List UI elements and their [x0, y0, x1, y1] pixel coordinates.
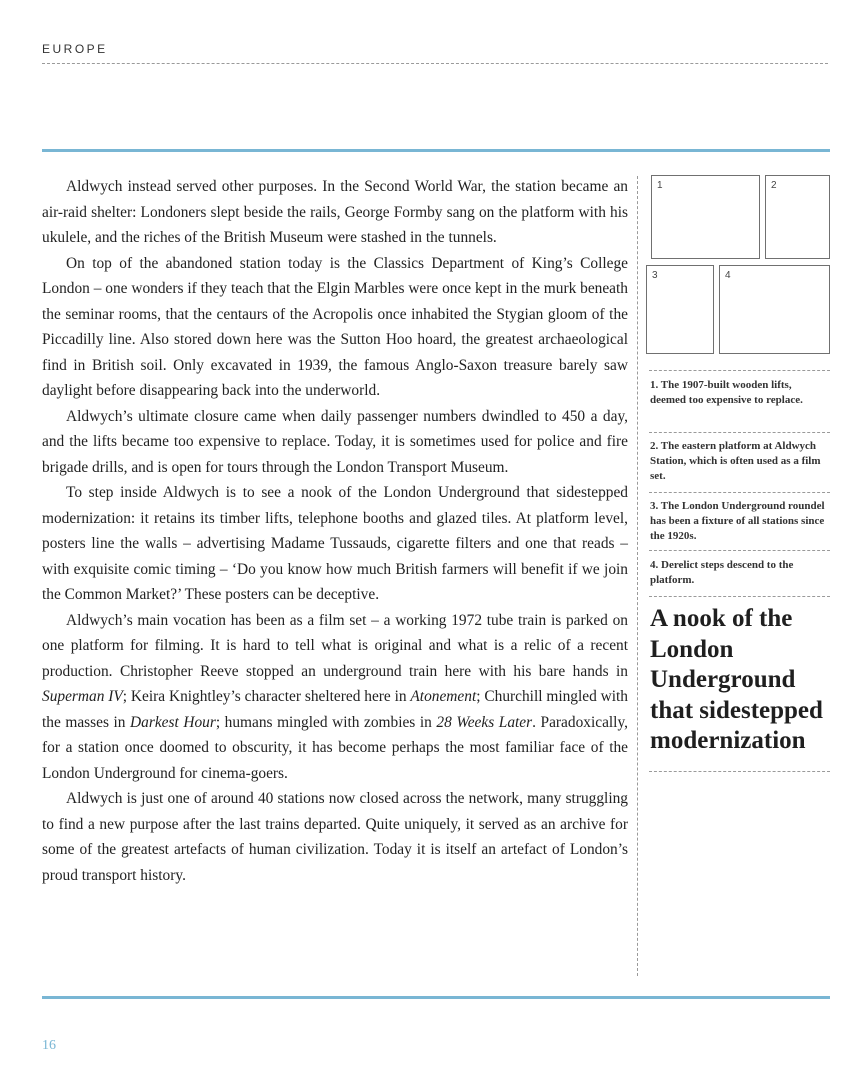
caption-2: 2. The eastern platform at Aldwych Station, which is often used as a film set. [650, 440, 821, 482]
paragraph-5-text-5: . Paradoxically, for a station once doomed to obscurity, it has become perhaps the most familiar face of the London Underground for cinema-goers. [42, 713, 628, 782]
caption-rule [649, 596, 830, 597]
photo-number: 1 [657, 180, 663, 191]
caption-1: 1. The 1907-built wooden lifts, deemed too expensive to replace. [650, 379, 803, 406]
photo-frame-3 [646, 265, 714, 354]
photo-frame-4 [719, 265, 830, 354]
film-title-superman: Superman IV [42, 688, 123, 705]
caption-4: 4. Derelict steps descend to the platform. [650, 559, 794, 586]
column-divider [637, 176, 638, 976]
paragraph-5-text-1: Aldwych’s main vocation has been as a film set – a working 1972 tube train is parked on one platform for filming. It is hard to tell what is original and what is a relic of a recent production. Christopher Reeve stopped an underground train here with his bare hands in [42, 611, 628, 680]
paragraph-5-text-3: ; Churchill mingled with the masses in [42, 688, 628, 731]
paragraph-5 [42, 608, 628, 787]
paragraph-6: Aldwych is just one of around 40 stations now closed across the network, many struggling to find a new purpose after the last trains departed. Quite uniquely, it served as an archive for some of the greatest artefacts of human civilization. Today it is itself an artefact of London’s proud transport history. [42, 790, 628, 884]
paragraph-3: Aldwych’s ultimate closure came when daily passenger numbers dwindled to 450 a day, and the lifts became too expensive to replace. Today, it is sometimes used for police and fire brigade drills, and is open for tours through the London Transport Museum. [42, 407, 628, 476]
paragraph-4: To step inside Aldwych is to see a nook of the London Underground that sidestepped modernization: it retains its timber lifts, telephone booths and glazed tiles. At platform level, posters line the walls – advertising Madame Tussauds, cigarette filters and one that reads – with exquisite comic timing – ‘Do you know how much British farmers will benefit if we join the Common Market?’ These posters can be deceptive. [42, 484, 628, 603]
paragraph-2: On top of the abandoned station today is the Classics Department of King’s College London – one wonders if they teach that the Elgin Marbles were once kept in the murk beneath the seminar rooms, that the centaurs of the Acropolis once inhabited the Stygian gloom of the Piccadilly line. Also stored down here was the Sutton Hoo hoard, the greatest archaeological find in British soil. Only excavated in 1939, the famous Anglo-Saxon treasure barely saw daylight before disappearing back into the underworld. [42, 254, 628, 399]
paragraph-1: Aldwych instead served other purposes. In the Second World War, the station became an air-raid shelter: Londoners slept beside the rails, George Formby sang on the platform with his ukulele, and the riches of the British Museum were stashed in the tunnels. [42, 178, 628, 246]
paragraph-5-text-4: ; humans mingled with zombies in [215, 713, 437, 731]
caption-rule [649, 550, 830, 551]
photo-number: 2 [771, 180, 777, 191]
page-number: 16 [42, 1038, 56, 1053]
film-title-28-weeks-later: 28 Weeks Later [436, 713, 533, 731]
photo-number: 3 [652, 270, 658, 281]
photo-frame-2 [765, 175, 830, 259]
article-body [42, 174, 628, 888]
top-accent-rule [42, 149, 830, 152]
pull-quote-rule [649, 771, 830, 772]
section-label: EUROPE [42, 42, 108, 56]
caption-rule [649, 432, 830, 433]
pull-quote: A nook of the London Underground that sidestepped modernization [650, 605, 823, 754]
bottom-accent-rule [42, 996, 830, 999]
paragraph-5-text-2: ; Keira Knightley’s character sheltered here in [122, 688, 411, 705]
photo-number: 4 [725, 270, 731, 281]
film-title-darkest-hour: Darkest Hour [130, 713, 216, 731]
caption-rule [649, 370, 830, 371]
film-title-atonement: Atonement [410, 688, 477, 705]
caption-rule [649, 492, 830, 493]
header-dashed-rule [42, 63, 828, 64]
caption-3: 3. The London Underground roundel has been a fixture of all stations since the 1920s. [650, 500, 825, 542]
photo-frame-1 [651, 175, 760, 259]
